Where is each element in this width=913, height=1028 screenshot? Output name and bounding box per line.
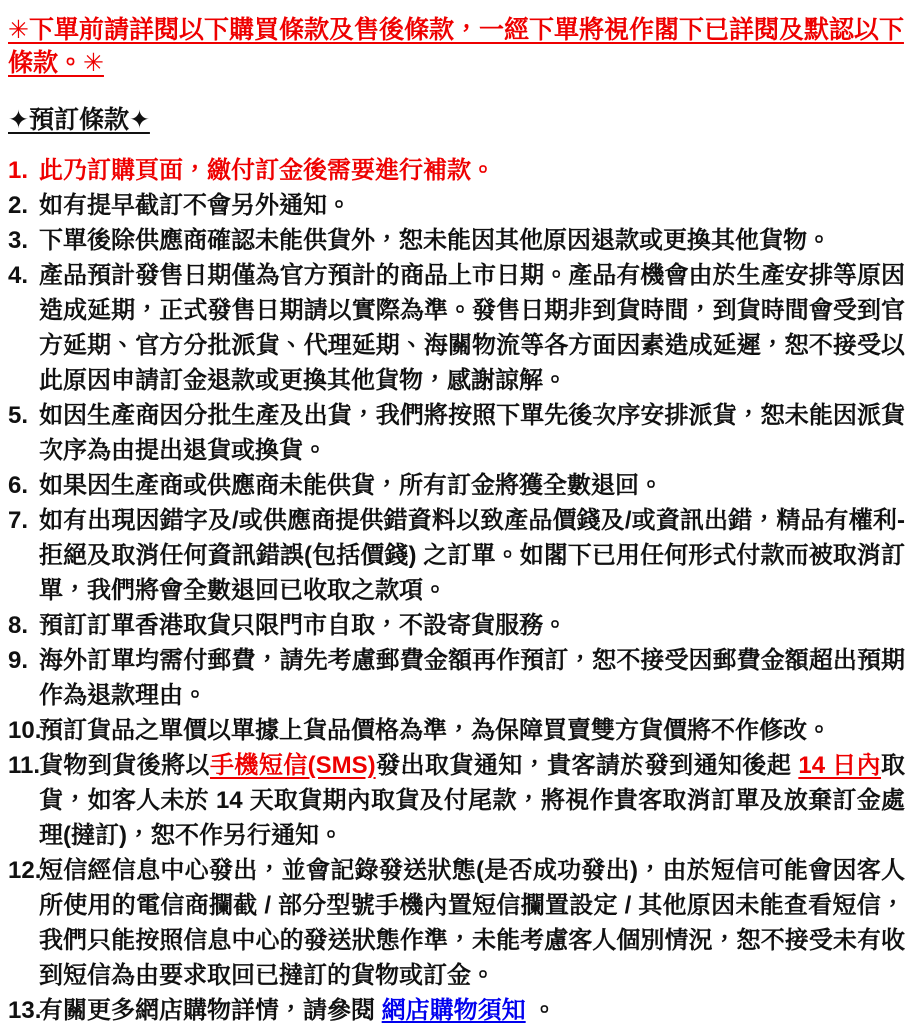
term-number: 4. <box>8 262 29 289</box>
term-text: 如有出現因錯字及/或供應商提供錯資料以致產品價錢及/或資訊出錯，精品有權利-拒絕及取消任何資訊錯誤(包括價錢) 之訂單。如閣下已用任何形式付款而被取消訂單，我們將會全數退回已收取之款項。 <box>39 507 905 604</box>
term-text: 如果因生產商或供應商未能供貨，所有訂金將獲全數退回。 <box>39 472 663 499</box>
term-number: 2. <box>8 192 29 219</box>
term-item-9 <box>8 643 905 713</box>
term-item-12 <box>8 853 905 993</box>
term-text: 如因生產商因分批生產及出貨，我們將按照下單先後次序安排派貨，恕未能因派貨次序為由提出退貨或換貨。 <box>39 402 905 464</box>
term-number: 13. <box>8 997 42 1024</box>
term-item-13 <box>8 993 905 1028</box>
term-number: 3. <box>8 227 29 254</box>
term-text: 預訂貨品之單價以單據上貨品價格為準，為保障買賣雙方貨價將不作修改。 <box>39 717 831 744</box>
term-item-8 <box>8 608 905 643</box>
terms-list <box>8 153 905 1028</box>
term-text-segment: 貨物到貨後將以 <box>39 752 210 779</box>
term-text-segment: 發出取貨通知，貴客請於發到通知後起 <box>375 752 799 779</box>
term-text-segment: 。 <box>525 997 557 1024</box>
term-text: 產品預計發售日期僅為官方預計的商品上市日期。產品有機會由於生產安排等原因造成延期，正式發售日期請以實際為準。發售日期非到貨時間，到貨時間會受到官方延期、官方分批派貨、代理延期、海關物流等各方面因素造成延遲，恕不接受以此原因申請訂金退款或更換其他貨物，感謝諒解。 <box>39 262 905 394</box>
pickup-deadline-highlight: 14 日內 <box>798 752 881 779</box>
term-number: 8. <box>8 612 29 639</box>
term-number: 10. <box>8 717 42 744</box>
term-item-11 <box>8 748 905 853</box>
term-number: 5. <box>8 402 29 429</box>
term-item-2 <box>8 188 905 223</box>
section-title-preorder-terms: ✦預訂條款✦ <box>8 106 150 134</box>
term-text: 如有提早截訂不會另外通知。 <box>39 192 351 219</box>
term-item-1 <box>8 153 905 188</box>
term-number: 1. <box>8 157 29 184</box>
term-number: 6. <box>8 472 29 499</box>
sms-notice-highlight: 手機短信(SMS) <box>209 752 376 779</box>
term-item-5 <box>8 398 905 468</box>
term-item-4 <box>8 258 905 398</box>
pre-order-warning-header: ✳下單前請詳閱以下購買條款及售後條款，一經下單將視作閣下已詳閱及默認以下條款。✳ <box>8 16 904 77</box>
term-item-7 <box>8 503 905 608</box>
term-text: 海外訂單均需付郵費，請先考慮郵費金額再作預訂，恕不接受因郵費金額超出預期作為退款理由。 <box>39 647 905 709</box>
term-number: 7. <box>8 507 29 534</box>
term-number: 12. <box>8 857 42 884</box>
term-item-10 <box>8 713 905 748</box>
shop-notice-link[interactable]: 網店購物須知 <box>381 997 526 1024</box>
term-number: 11. <box>8 752 41 779</box>
term-text: 預訂訂單香港取貨只限門市自取，不設寄貨服務。 <box>39 612 567 639</box>
term-number: 9. <box>8 647 29 674</box>
term-text: 下單後除供應商確認未能供貨外，恕未能因其他原因退款或更換其他貨物。 <box>39 227 831 254</box>
term-item-6 <box>8 468 905 503</box>
term-item-3 <box>8 223 905 258</box>
term-text-segment: 有關更多網店購物詳情，請參閱 <box>39 997 382 1024</box>
term-text: 短信經信息中心發出，並會記錄發送狀態(是否成功發出)，由於短信可能會因客人所使用的電信商攔截 / 部分型號手機內置短信攔置設定 / 其他原因未能查看短信，我們只能按照信息中心的發送狀態作準，未能考慮客人個別情況，恕不接受未有收到短信為由要求取回已撻訂的貨物或訂金。 <box>39 857 905 989</box>
term-text: 此乃訂購頁面，繳付訂金後需要進行補款。 <box>39 157 495 184</box>
term-text-segment: 取貨，如客人未於 14 天取貨期內取貨及付尾款，將視作貴客取消訂單及放棄訂金處理(撻訂)，恕不作另行通知。 <box>39 752 905 849</box>
